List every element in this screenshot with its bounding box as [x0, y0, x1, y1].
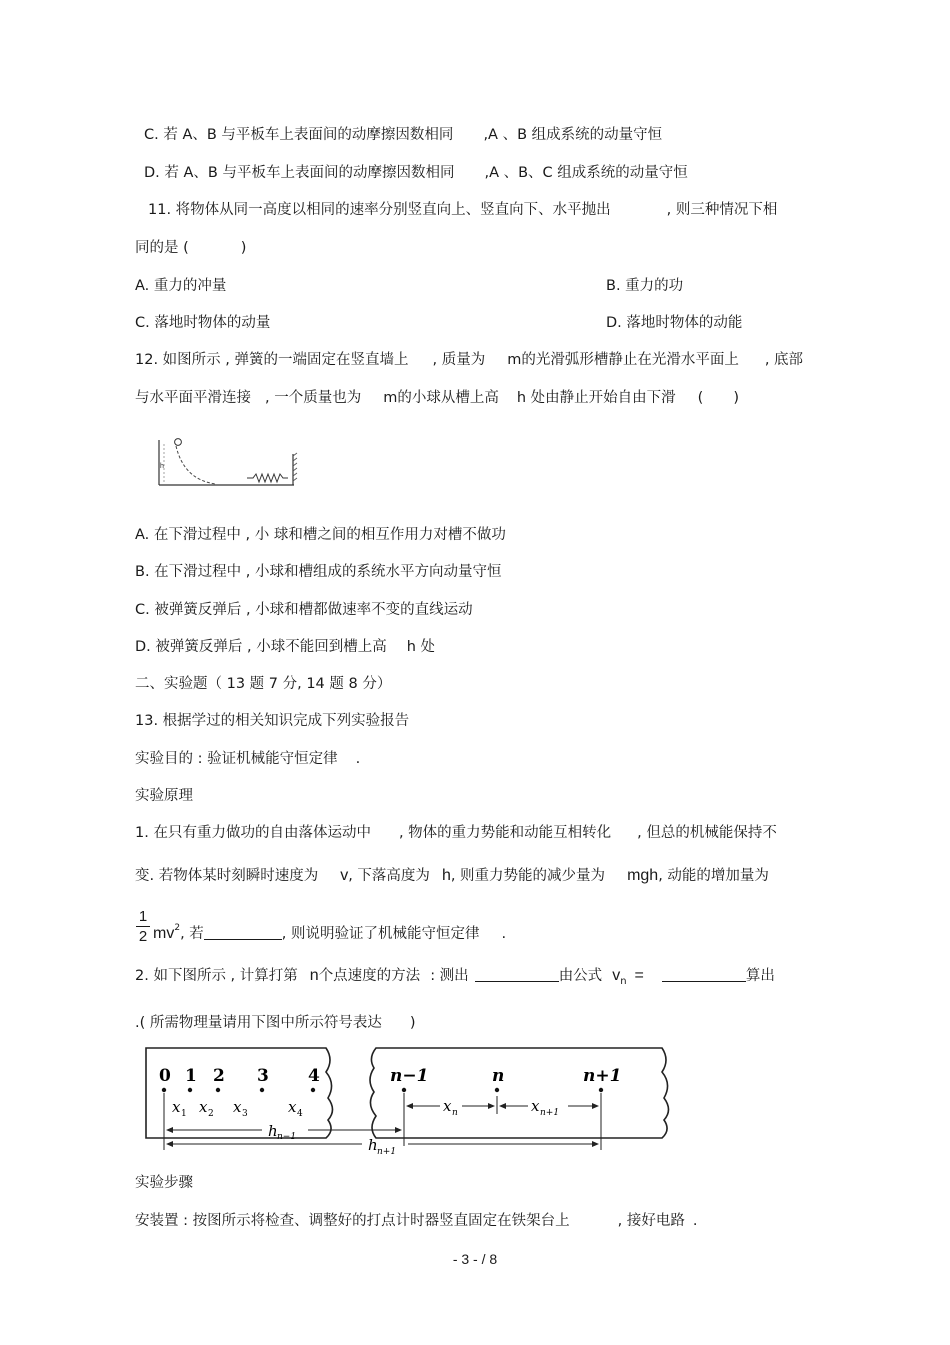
x2-label: x [199, 1098, 208, 1116]
section-heading: 二、实验题（ 13 题 7 分, 14 题 8 分） [135, 676, 392, 692]
h-n-plus-1-arrowhead-right [592, 1141, 599, 1147]
q13-principle-1-cont [135, 866, 769, 886]
q13-mgh-symbol: mgh [627, 867, 659, 884]
dot-n-minus-1 [402, 1088, 406, 1092]
q10-option-c-text: C. 若 A、B 与平板车上表面间的动摩擦因数相同 [144, 127, 454, 143]
h-n-plus-1-subscript: n+1 [377, 1147, 397, 1157]
dot-1 [188, 1088, 192, 1092]
label-2: 2 [213, 1066, 225, 1086]
q10-option-d [144, 163, 688, 183]
q13-principle-1-end [153, 918, 506, 944]
q13-n-symbol: n [309, 967, 319, 984]
h-n-plus-1-label: h [368, 1136, 378, 1154]
q13-p1-text-2: , 物体的重力势能和动能互相转化 [398, 825, 612, 841]
q12-stem-text-8: h 处由静止开始自由下滑 [516, 390, 676, 406]
q12-option-d-text-2: h 处 [406, 639, 436, 655]
q12-figure [150, 436, 300, 492]
label-1: 1 [185, 1066, 197, 1086]
spring [247, 474, 288, 482]
q11-stem [148, 200, 777, 220]
q13-principle-2-cont [135, 1013, 416, 1033]
xn1-subscript: n+1 [540, 1108, 560, 1118]
q12-option-b: B. 在下滑过程中 , 小球和槽组成的系统水平方向动量守恒 [135, 564, 502, 580]
q11-stem-text: 11. 将物体从同一高度以相同的速率分别竖直向上、竖直向下、水平抛出 [148, 202, 611, 218]
xn-label: x [443, 1097, 452, 1115]
q13-mv-symbol: mv [153, 925, 175, 942]
height-label: h [160, 463, 164, 470]
q11-option-a: A. 重力的冲量 [135, 278, 227, 294]
q13-p1-text: 1. 在只有重力做功的自由落体运动中 [135, 825, 371, 841]
q12-stem-cont [135, 388, 739, 408]
x2-subscript: 2 [208, 1109, 214, 1119]
frac-bar [136, 926, 150, 927]
q13-p1-text-6: , 则重力势能的减少量为 [450, 868, 606, 884]
x4-subscript: 4 [297, 1109, 303, 1119]
x3-subscript: 3 [242, 1109, 248, 1119]
q12-stem-text-2: , 质量为 [432, 352, 486, 368]
q11-option-d: D. 落地时物体的动能 [606, 315, 743, 331]
q10-option-c-text-2: ,A 、B 组成系统的动量守恒 [483, 127, 663, 143]
answer-blank-1[interactable] [204, 925, 282, 940]
dot-3 [260, 1088, 264, 1092]
q12-option-c: C. 被弹簧反弹后 , 小球和槽都做速率不变的直线运动 [135, 602, 473, 618]
q13-principle-1 [135, 823, 777, 843]
q10-option-c [144, 125, 662, 145]
arc-slot-surface [176, 446, 216, 484]
q13-p1-period: . [501, 926, 507, 942]
page-number: - 3 - / 8 [452, 1251, 498, 1267]
q12-option-d [135, 637, 435, 657]
q13-p2-text-3: : 测出 [430, 968, 469, 984]
q13-install-period: . [692, 1213, 698, 1229]
x1-label: x [172, 1098, 181, 1116]
q11-stem-text-3: 同的是 ( [135, 240, 189, 256]
q12-stem [135, 350, 803, 370]
q10-option-d-text: D. 若 A、B 与平板车上表面间的动摩擦因数相同 [144, 165, 455, 181]
q13-p2-text-2: 个点速度的方法 [318, 968, 421, 984]
q11-option-b: B. 重力的功 [606, 278, 684, 294]
q10-option-d-text-2: ,A 、B、C 组成系统的动量守恒 [484, 165, 688, 181]
label-n-minus-1: n−1 [390, 1066, 429, 1086]
q12-option-d-text: D. 被弹簧反弹后 , 小球不能回到槽上高 [135, 639, 387, 655]
label-n-plus-1: n+1 [583, 1066, 622, 1086]
q13-purpose-text: 实验目的 : 验证机械能守恒定律 [135, 751, 338, 767]
xn1-arrowhead-right [592, 1103, 599, 1109]
q13-half-fraction [135, 908, 151, 945]
tape-segment-left [146, 1048, 333, 1138]
q12-stem-text: 12. 如图所示 , 弹簧的一端固定在竖直墙上 [135, 352, 409, 368]
q12-stem-text-6: , 一个质量也为 [265, 390, 362, 406]
q11-stem-text-2: , 则三种情况下相 [666, 202, 778, 218]
wall-hatching [293, 453, 297, 481]
q13-p1-text-5: , 下落高度为 [348, 868, 430, 884]
tape-segment-right [370, 1048, 669, 1138]
xn1-label: x [531, 1097, 540, 1115]
ticker-tape-figure [140, 1046, 680, 1158]
answer-blank-2[interactable] [475, 967, 559, 982]
x4-label: x [288, 1098, 297, 1116]
q13-install-step [135, 1211, 697, 1231]
h-n-minus-1-subscript: n−1 [277, 1132, 297, 1142]
q13-principle-2 [135, 966, 775, 992]
ball [175, 439, 182, 446]
q13-p2-text: 2. 如下图所示 , 计算打第 [135, 968, 298, 984]
q13-p1-text-7: , 动能的增加量为 [658, 868, 769, 884]
q13-v-symbol: v [340, 867, 349, 884]
frac-numerator: 1 [138, 908, 148, 925]
q13-p1-text-9: , 则说明验证了机械能守恒定律 [281, 926, 480, 942]
answer-blank-3[interactable] [662, 967, 746, 982]
q13-p2-text-5: 算出 [745, 968, 775, 984]
x1-subscript: 1 [181, 1109, 187, 1119]
frac-denominator: 2 [138, 928, 148, 945]
q12-stem-text-9: ( [697, 390, 704, 406]
q13-principle-heading: 实验原理 [135, 788, 193, 804]
h-n-minus-1-arrowhead-right [395, 1127, 402, 1133]
q13-p1-text-8: , 若 [180, 926, 204, 942]
dot-0 [162, 1088, 166, 1092]
dot-n [495, 1088, 499, 1092]
q13-vn-symbol: v [612, 967, 621, 984]
q13-install-text: 安装置 : 按图所示将检查、调整好的打点计时器竖直固定在铁架台上 [135, 1213, 570, 1229]
q12-stem-text-4: , 底部 [764, 352, 804, 368]
q13-p2-text-4: 由公式 [558, 968, 603, 984]
q13-title: 13. 根据学过的相关知识完成下列实验报告 [135, 713, 410, 729]
q11-stem-text-4: ) [240, 240, 247, 256]
x3-label: x [233, 1098, 242, 1116]
dot-n-plus-1 [599, 1088, 603, 1092]
q13-p1-text-4: 变. 若物体某时刻瞬时速度为 [135, 868, 319, 884]
q13-equals: = [634, 967, 644, 984]
q13-p1-text-3: , 但总的机械能保持不 [637, 825, 777, 841]
q12-stem-text-7: m的小球从槽上高 [383, 390, 499, 406]
q11-option-c: C. 落地时物体的动量 [135, 315, 271, 331]
xn-arrowhead-right [488, 1103, 495, 1109]
q13-mv-exponent: 2 [174, 923, 181, 933]
label-3: 3 [257, 1066, 269, 1086]
q11-stem-cont [135, 238, 246, 258]
q12-stem-text-5: 与水平面平滑连接 [135, 390, 251, 406]
q13-purpose-period: . [355, 751, 361, 767]
xn-arrowhead-left [406, 1103, 413, 1109]
dot-4 [311, 1088, 315, 1092]
q13-p2-text-7: ) [409, 1015, 416, 1031]
q13-purpose [135, 749, 360, 769]
label-n: n [492, 1066, 505, 1086]
q13-h-symbol: h [441, 867, 451, 884]
q12-stem-text-10: ) [733, 390, 739, 406]
label-0: 0 [159, 1066, 171, 1086]
xn-subscript: n [452, 1108, 458, 1118]
h-n-minus-1-arrowhead-left [166, 1127, 173, 1133]
h-n-plus-1-arrowhead-left [166, 1141, 173, 1147]
q13-vn-subscript: n [620, 976, 627, 987]
xn1-arrowhead-left [499, 1103, 506, 1109]
q13-p2-text-6: .( 所需物理量请用下图中所示符号表达 [135, 1015, 382, 1031]
label-4: 4 [308, 1066, 320, 1086]
dot-2 [216, 1088, 220, 1092]
q12-option-a: A. 在下滑过程中 , 小 球和槽之间的相互作用力对槽不做功 [135, 527, 506, 543]
q13-install-text-2: , 接好电路 [617, 1213, 685, 1229]
q13-steps-heading: 实验步骤 [135, 1175, 193, 1191]
h-n-minus-1-label: h [268, 1122, 278, 1140]
q12-stem-text-3: m的光滑弧形槽静止在光滑水平面上 [507, 352, 739, 368]
